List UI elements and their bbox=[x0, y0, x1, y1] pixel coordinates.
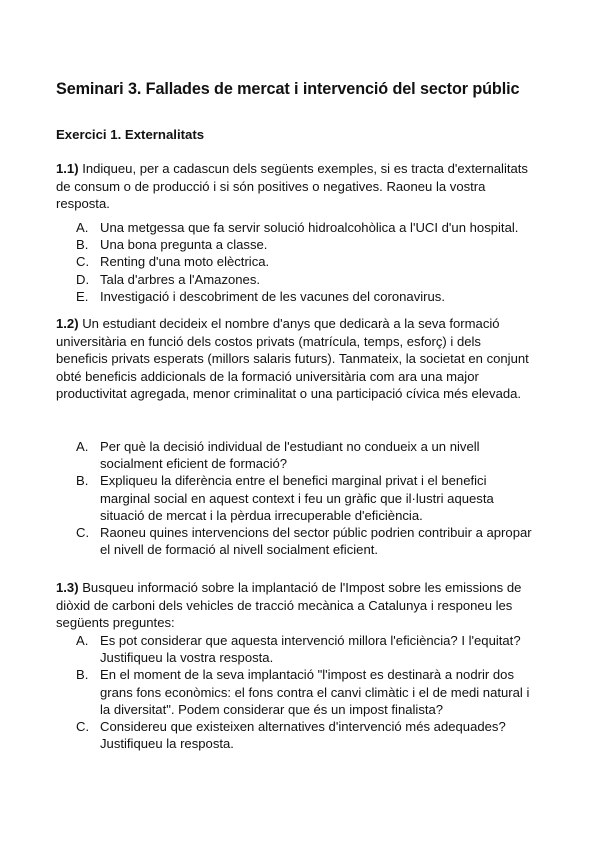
list-marker: C. bbox=[76, 719, 90, 735]
list-item-text: Raoneu quines intervencions del sector públic podrien contribuir a apropar el nivell de formació al nivell socialment eficient. bbox=[100, 525, 532, 558]
options-list-1-1 bbox=[76, 219, 538, 305]
list-item bbox=[76, 288, 538, 305]
list-item-text: Considereu que existeixen alternatives d'intervenció més adequades? Justifiqueu la resposta. bbox=[100, 719, 506, 752]
question-text: Indiqueu, per a cadascun dels següents exemples, si es tracta d'externalitats de consum o de producció i si són positives o negatives. Raoneu la vostra resposta. bbox=[56, 161, 528, 212]
question-number: 1.1) bbox=[56, 161, 79, 176]
question-number: 1.3) bbox=[56, 580, 79, 595]
list-item-text: Renting d'una moto elèctrica. bbox=[100, 254, 270, 270]
list-item bbox=[76, 632, 538, 666]
list-item bbox=[76, 271, 538, 288]
question-1-1 bbox=[56, 160, 534, 213]
question-text: Un estudiant decideix el nombre d'anys que dedicarà a la seva formació universitària en funció dels costos privats (matrícula, temps, esforç) i dels beneficis privats esperats (millors salaris futurs). Tanmateix, la societat en conjunt obté beneficis addicionals de la formació universitària com ara una major productivitat agregada, menor criminalitat o una participació cívica més elevada. bbox=[56, 316, 529, 402]
list-marker: B. bbox=[76, 237, 89, 253]
list-item bbox=[76, 718, 538, 752]
list-marker: A. bbox=[76, 439, 89, 454]
list-marker: D. bbox=[76, 271, 90, 287]
list-item-text: Investigació i descobriment de les vacunes del coronavirus. bbox=[100, 288, 445, 304]
list-marker: C. bbox=[76, 525, 90, 541]
list-marker: B. bbox=[76, 473, 89, 489]
section-title: Exercici 1. Externalitats bbox=[56, 127, 205, 142]
options-list-1-3 bbox=[76, 632, 538, 752]
list-item-text: Tala d'arbres a l'Amazones. bbox=[100, 271, 261, 287]
list-item-text: Expliqueu la diferència entre el benefici marginal privat i el benefici marginal social en aquest context i feu un gràfic que il·lustri aquesta situació de mercat i la pèrdua irrecuperable d'eficiència. bbox=[100, 473, 494, 523]
question-1-3 bbox=[56, 579, 534, 632]
list-item bbox=[76, 472, 538, 524]
list-marker: B. bbox=[76, 667, 89, 683]
list-item bbox=[76, 666, 538, 718]
list-item-text: Una bona pregunta a classe. bbox=[100, 237, 268, 253]
list-item-text: Per què la decisió individual de l'estudiant no condueix a un nivell socialment eficient de formació? bbox=[100, 439, 480, 472]
question-text: Busqueu informació sobre la implantació de l'Impost sobre les emissions de diòxid de carboni dels vehicles de tracció mecànica a Catalunya i responeu les següents preguntes: bbox=[56, 580, 522, 631]
list-item bbox=[76, 253, 538, 270]
list-marker: A. bbox=[76, 220, 89, 235]
question-1-2 bbox=[56, 315, 534, 403]
options-list-1-2 bbox=[76, 438, 538, 558]
list-item bbox=[76, 219, 538, 236]
list-item bbox=[76, 438, 538, 472]
list-item-text: Es pot considerar que aquesta intervenció millora l'eficiència? I l'equitat? Justifiqueu la vostra resposta. bbox=[100, 633, 521, 666]
list-item-text: En el moment de la seva implantació "l'impost es destinarà a nodrir dos grans fons econòmics: el fons contra el canvi climàtic i el de medi natural i la diversitat". Podem considerar que és un impost finalista? bbox=[100, 667, 530, 717]
list-marker: A. bbox=[76, 633, 89, 648]
list-marker: C. bbox=[76, 254, 90, 270]
question-number: 1.2) bbox=[56, 316, 79, 331]
list-item bbox=[76, 236, 538, 253]
page-title: Seminari 3. Fallades de mercat i intervenció del sector públic bbox=[56, 80, 520, 98]
list-item bbox=[76, 524, 538, 558]
list-marker: E. bbox=[76, 288, 89, 304]
list-item-text: Una metgessa que fa servir solució hidroalcohòlica a l'UCI d'un hospital. bbox=[100, 220, 519, 235]
